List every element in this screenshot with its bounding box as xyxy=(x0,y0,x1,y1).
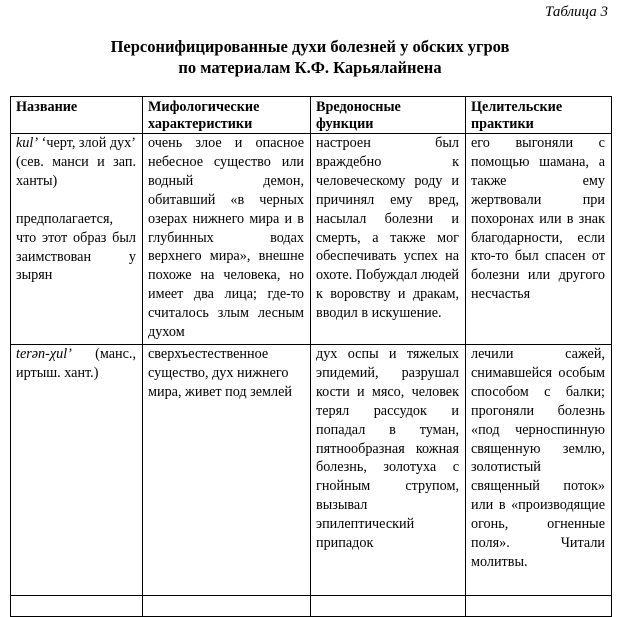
name-note: предполагается, что этот образ был заимствован у зырян xyxy=(16,210,136,284)
table-row xyxy=(11,345,612,596)
term: terən-χul’ xyxy=(16,346,72,362)
header-healing: Целительские практики xyxy=(466,97,612,134)
cell-harm: настроен был враждебно к человеческому роду и причинял ему вред, насылал болезни и смерть, а также мог обеспечивать успех на охоте. Побуждал людей к воровству и дракам, вводил в искушение. xyxy=(311,134,466,345)
table-title xyxy=(0,36,620,78)
cell-harm: дух оспы и тяжелых эпидемий, разрушал кости и мясо, человек терял рассудок и попадал в туман, пятнообразная кожная болезнь, золотуха с гнойным струпом, вызывал эпилептический припадок xyxy=(311,345,466,596)
header-name: Название xyxy=(11,97,143,134)
table-row-partial xyxy=(11,596,612,617)
term: kul’ xyxy=(16,135,39,151)
cell-myth: очень злое и опасное небесное существо или водный демон, обитавший «в черных озерах нижнего мира и в глубинных водах верхнего мира», внешне похоже на человека, но имеет два лица; где-то считалось злым лесным духом xyxy=(143,134,311,345)
title-line-2: по материалам К.Ф. Карьялайнена xyxy=(178,58,442,77)
table-header-row xyxy=(11,97,612,134)
table-caption: Таблица 3 xyxy=(545,4,608,20)
header-harm: Вредоносные функции xyxy=(311,97,466,134)
name-description: ‘черт, злой дух’ (сев. манси и зап. ханты) xyxy=(16,135,136,189)
cell-name xyxy=(11,345,143,596)
cell-healing: его выгоняли с помощью шамана, а также ему жертвовали при похоронах или в знак благодарности, если кто-то был спасен от болезни или другого несчастья xyxy=(466,134,612,345)
table-row xyxy=(11,134,612,345)
header-myth: Мифологические характеристики xyxy=(143,97,311,134)
cell-name xyxy=(11,134,143,345)
name-description: (манс., иртыш. хант.) xyxy=(16,346,136,381)
spirits-table xyxy=(10,96,612,617)
cell-healing: лечили сажей, снимавшейся особым способом с балки; прогоняли болезнь «под черноспинную священную землю, золотистый священный поток» или в «производящие огонь, огненные поля». Читали молитвы. xyxy=(466,345,612,596)
cell-myth: сверхъестественное существо, дух нижнего мира, живет под землей xyxy=(143,345,311,596)
title-line-1: Персонифицированные духи болезней у обских угров xyxy=(110,37,510,56)
